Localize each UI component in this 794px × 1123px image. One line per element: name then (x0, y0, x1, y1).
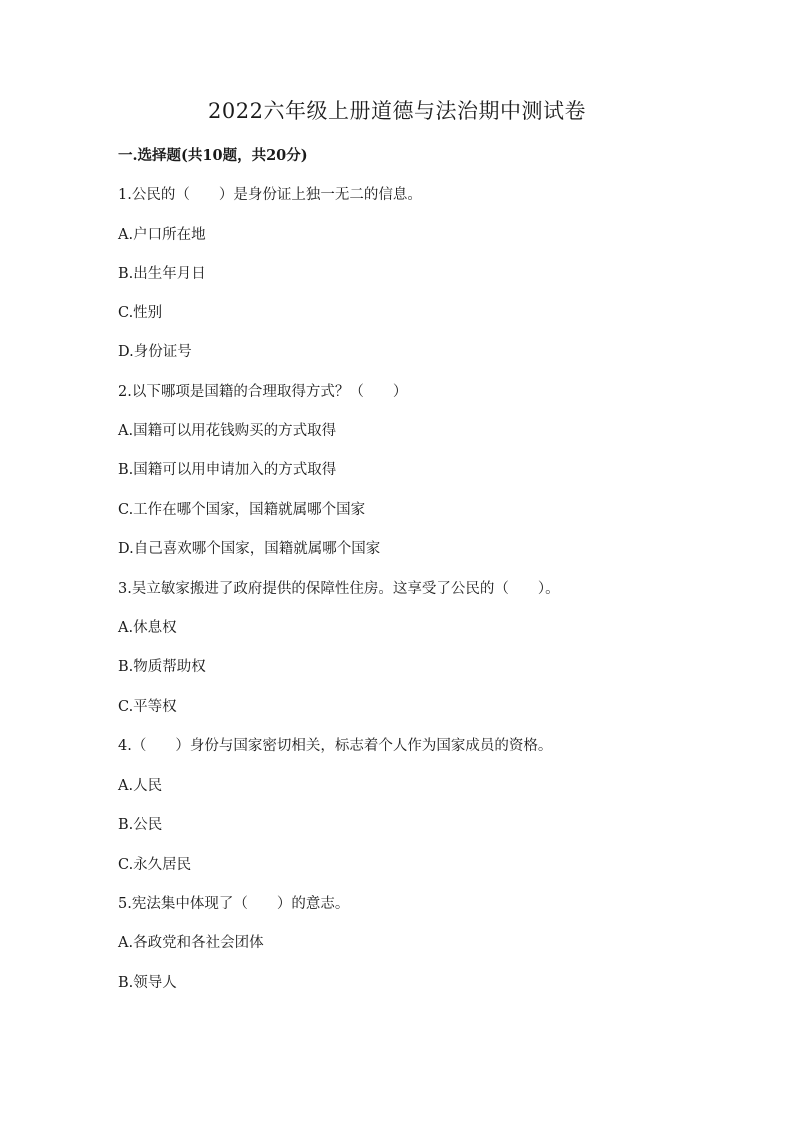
section-heading: 一.选择题(共10题，共20分) (118, 147, 308, 164)
option-1d: D.身份证号 (118, 344, 192, 360)
question-4: 4.（ ）身份与国家密切相关，标志着个人作为国家成员的资格。 (118, 738, 553, 754)
option-2c: C.工作在哪个国家，国籍就属哪个国家 (118, 502, 366, 518)
question-1: 1.公民的（ ）是身份证上独一无二的信息。 (118, 187, 422, 203)
option-1c: C.性别 (118, 305, 163, 321)
document-title: 2022六年级上册道德与法治期中测试卷 (208, 99, 586, 123)
question-2: 2.以下哪项是国籍的合理取得方式？（ ） (118, 384, 408, 400)
option-5a: A.各政党和各社会团体 (118, 935, 264, 951)
option-5b: B.领导人 (118, 975, 177, 991)
option-4a: A.人民 (118, 778, 163, 794)
option-3c: C.平等权 (118, 699, 177, 715)
option-2d: D.自己喜欢哪个国家，国籍就属哪个国家 (118, 541, 381, 557)
option-3b: B.物质帮助权 (118, 659, 206, 675)
option-3a: A.休息权 (118, 620, 177, 636)
question-3: 3.吴立敏家搬进了政府提供的保障性住房。这享受了公民的（ ）。 (118, 581, 560, 597)
option-2b: B.国籍可以用申请加入的方式取得 (118, 462, 337, 478)
option-4c: C.永久居民 (118, 857, 192, 873)
option-1b: B.出生年月日 (118, 266, 206, 282)
option-1a: A.户口所在地 (118, 227, 206, 243)
option-4b: B.公民 (118, 817, 163, 833)
question-5: 5.宪法集中体现了（ ）的意志。 (118, 896, 350, 912)
option-2a: A.国籍可以用花钱购买的方式取得 (118, 423, 337, 439)
